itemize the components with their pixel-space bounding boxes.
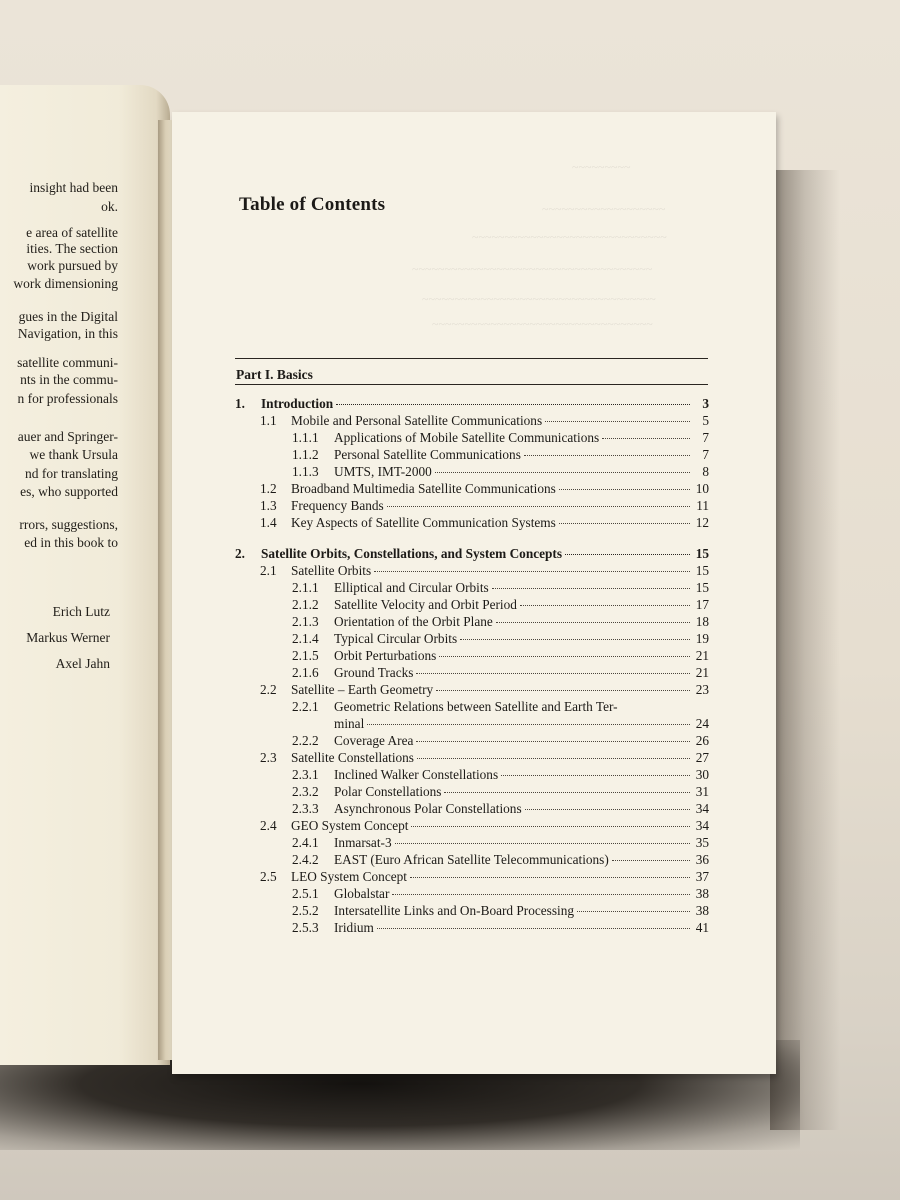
toc-entry-number: 2.1.2 bbox=[292, 597, 319, 612]
toc-entry bbox=[235, 563, 709, 579]
dot-leader bbox=[444, 792, 690, 793]
toc-entry-title: Globalstar bbox=[334, 886, 390, 901]
toc-page-number: 12 bbox=[695, 515, 709, 530]
toc-entry-title: LEO System Concept bbox=[291, 869, 407, 884]
toc-page-number: 31 bbox=[695, 784, 709, 799]
toc-entry-title: Mobile and Personal Satellite Communications bbox=[291, 413, 543, 428]
toc-page-number: 23 bbox=[695, 682, 709, 697]
toc-entry bbox=[235, 614, 709, 630]
toc-entry-number: 2.2.1 bbox=[292, 699, 319, 714]
toc-page-number: 15 bbox=[695, 563, 709, 578]
dot-leader bbox=[525, 809, 690, 810]
toc-entry-number: 1.2 bbox=[260, 481, 277, 496]
author-name: Markus Werner bbox=[26, 630, 110, 645]
dot-leader bbox=[377, 928, 690, 929]
toc-entry bbox=[235, 767, 709, 783]
dot-leader bbox=[416, 673, 690, 674]
toc-entry-title: Frequency Bands bbox=[291, 498, 384, 513]
show-through: ~~~~~~~~~ bbox=[572, 160, 631, 174]
toc-entry-title: Ground Tracks bbox=[334, 665, 414, 680]
dot-leader bbox=[520, 605, 690, 606]
toc-entry-title: Inclined Walker Constellations bbox=[334, 767, 499, 782]
dot-leader bbox=[439, 656, 690, 657]
toc-entry-number: 2.5.2 bbox=[292, 903, 319, 918]
toc-entry-number: 2.1 bbox=[260, 563, 277, 578]
left-page-line: insight had been bbox=[29, 180, 118, 195]
toc-entry-number: 1.4 bbox=[260, 515, 277, 530]
dot-leader bbox=[416, 741, 690, 742]
toc-chapter-entry bbox=[235, 396, 709, 412]
toc-page-number: 37 bbox=[695, 869, 709, 884]
toc-entry-number: 2.5 bbox=[260, 869, 277, 884]
dot-leader bbox=[336, 404, 690, 405]
toc-page-number: 21 bbox=[695, 648, 709, 663]
toc-page-number: 30 bbox=[695, 767, 709, 782]
toc-entry-title: Iridium bbox=[334, 920, 374, 935]
toc-page-number: 17 bbox=[695, 597, 709, 612]
toc-entry bbox=[235, 597, 709, 613]
show-through: ~~~~~~~~~~~~~~~~~~~~~~~~~~~~~~~~~~ bbox=[432, 317, 653, 331]
left-page-line: satellite communi- bbox=[17, 355, 118, 370]
left-page-line: we thank Ursula bbox=[29, 447, 118, 462]
dot-leader bbox=[545, 421, 690, 422]
left-page-line: ok. bbox=[101, 199, 118, 214]
author-name: Axel Jahn bbox=[55, 656, 110, 671]
show-through: ~~~~~~~~~~~~~~~~~~~ bbox=[542, 202, 666, 216]
toc-entry-title: Satellite Constellations bbox=[291, 750, 414, 765]
left-page-line: ities. The section bbox=[26, 241, 118, 256]
dot-leader bbox=[411, 826, 690, 827]
toc-entry-title: Introduction bbox=[261, 396, 334, 411]
toc-entry-title: EAST (Euro African Satellite Telecommunications) bbox=[334, 852, 609, 867]
left-page-line: Navigation, in this bbox=[17, 326, 118, 341]
toc-page-number: 36 bbox=[695, 852, 709, 867]
dot-leader bbox=[374, 571, 690, 572]
toc-entry bbox=[235, 631, 709, 647]
toc-page-number: 26 bbox=[695, 733, 709, 748]
toc-entry-title: Elliptical and Circular Orbits bbox=[334, 580, 489, 595]
dot-leader bbox=[460, 639, 690, 640]
left-page-line: auer and Springer- bbox=[17, 429, 118, 444]
toc-entry-title: Orientation of the Orbit Plane bbox=[334, 614, 493, 629]
toc-entry bbox=[235, 818, 709, 834]
toc-page-number: 34 bbox=[695, 801, 709, 816]
toc-entry bbox=[235, 682, 709, 698]
toc-entry-title: Typical Circular Orbits bbox=[334, 631, 458, 646]
show-through: ~~~~~~~~~~~~~~~~~~~~~~~~~~~~~~ bbox=[472, 230, 667, 244]
toc-page-number: 3 bbox=[702, 396, 709, 411]
toc-entry-number: 2.1.1 bbox=[292, 580, 319, 595]
toc-entry-title: GEO System Concept bbox=[291, 818, 409, 833]
toc-entry-number: 2.3 bbox=[260, 750, 277, 765]
toc-entry-title: Intersatellite Links and On-Board Processing bbox=[334, 903, 575, 918]
dot-leader bbox=[496, 622, 690, 623]
dot-leader bbox=[435, 472, 690, 473]
toc-entry bbox=[235, 852, 709, 868]
dot-leader bbox=[492, 588, 690, 589]
toc-entry-title: Satellite Velocity and Orbit Period bbox=[334, 597, 517, 612]
dot-leader bbox=[612, 860, 690, 861]
left-page-line: gues in the Digital bbox=[18, 309, 118, 324]
toc-chapter-entry bbox=[235, 546, 709, 562]
toc-page-number: 15 bbox=[695, 580, 709, 595]
toc-entry-title: Satellite Orbits bbox=[291, 563, 372, 578]
toc-entry-number: 2.5.3 bbox=[292, 920, 319, 935]
toc-page-number: 24 bbox=[695, 716, 709, 731]
toc-entry-title: Asynchronous Polar Constellations bbox=[334, 801, 522, 816]
toc-entry-number: 2.2 bbox=[260, 682, 277, 697]
toc-entry-title: Orbit Perturbations bbox=[334, 648, 437, 663]
dot-leader bbox=[367, 724, 690, 725]
toc-entry bbox=[235, 835, 709, 851]
dot-leader bbox=[417, 758, 690, 759]
dot-leader bbox=[392, 894, 690, 895]
dot-leader bbox=[559, 523, 690, 524]
toc-entry-title: Coverage Area bbox=[334, 733, 414, 748]
toc-entry bbox=[235, 413, 709, 429]
dot-leader bbox=[524, 455, 690, 456]
dot-leader bbox=[559, 489, 690, 490]
page-title: Table of Contents bbox=[239, 194, 386, 215]
toc-entry-number: 2.5.1 bbox=[292, 886, 319, 901]
left-page-line: nd for translating bbox=[25, 466, 118, 481]
toc-entry bbox=[235, 648, 709, 664]
part-heading: Part I. Basics bbox=[236, 367, 313, 382]
toc-entry-number: 2.3.3 bbox=[292, 801, 319, 816]
toc-page-number: 8 bbox=[702, 464, 709, 479]
toc-entry bbox=[235, 886, 709, 902]
dot-leader bbox=[395, 843, 690, 844]
toc-page-number: 15 bbox=[695, 546, 709, 561]
toc-entry bbox=[235, 580, 709, 596]
left-page-line: ed in this book to bbox=[24, 535, 118, 550]
toc-entry-number: 1.1.3 bbox=[292, 464, 319, 479]
dot-leader bbox=[565, 554, 690, 555]
toc-entry bbox=[235, 920, 709, 936]
part-rule-bottom bbox=[235, 384, 708, 385]
toc-entry bbox=[235, 430, 709, 446]
toc-entry bbox=[235, 515, 709, 531]
toc-entry-title: Broadband Multimedia Satellite Communications bbox=[291, 481, 556, 496]
toc-page-number: 41 bbox=[695, 920, 709, 935]
toc-page-number: 38 bbox=[695, 886, 709, 901]
toc-page-number: 35 bbox=[695, 835, 709, 850]
toc-entry bbox=[235, 784, 709, 800]
left-page-line: n for professionals bbox=[17, 391, 118, 406]
toc-entry bbox=[235, 447, 709, 463]
toc-page-number: 27 bbox=[695, 750, 709, 765]
toc-entry bbox=[235, 733, 709, 749]
author-name: Erich Lutz bbox=[52, 604, 110, 619]
left-page-line: work dimensioning bbox=[13, 276, 118, 291]
left-page bbox=[0, 85, 170, 1065]
page-edge-shadow bbox=[770, 170, 840, 1130]
toc-page bbox=[172, 112, 776, 1074]
toc-page-number: 10 bbox=[695, 481, 709, 496]
show-through: ~~~~~~~~~~~~~~~~~~~~~~~~~~~~~~~~~~~~ bbox=[422, 292, 656, 306]
toc-entry-title: Polar Constellations bbox=[334, 784, 442, 799]
toc-entry bbox=[235, 869, 709, 885]
toc-entry-title: Geometric Relations between Satellite and Earth Ter- bbox=[334, 699, 618, 714]
toc-page-number: 18 bbox=[695, 614, 709, 629]
toc-entry bbox=[235, 699, 709, 715]
left-page-line: e area of satellite bbox=[26, 225, 118, 240]
toc-entry bbox=[235, 903, 709, 919]
toc-entry bbox=[235, 801, 709, 817]
toc-entry-number: 2.4.2 bbox=[292, 852, 319, 867]
toc-entry-number: 1.1.1 bbox=[292, 430, 319, 445]
left-page-line: work pursued by bbox=[27, 258, 118, 273]
toc-entry bbox=[235, 750, 709, 766]
toc-entry-title: Personal Satellite Communications bbox=[334, 447, 521, 462]
toc-entry-title: Satellite – Earth Geometry bbox=[291, 682, 434, 697]
toc-entry-number: 1.3 bbox=[260, 498, 277, 513]
toc-entry-number: 1. bbox=[235, 396, 245, 411]
toc-entry bbox=[235, 481, 709, 497]
toc-entry bbox=[235, 498, 709, 514]
toc-entry-number: 2.2.2 bbox=[292, 733, 319, 748]
show-through: ~~~~~~~~~~~~~~~~~~~~~~~~~~~~~~~~~~~~~ bbox=[412, 262, 653, 276]
dot-leader bbox=[387, 506, 690, 507]
toc-entry bbox=[235, 464, 709, 480]
toc-entry-title: Satellite Orbits, Constellations, and System Concepts bbox=[261, 546, 563, 561]
toc-entry-number: 1.1.2 bbox=[292, 447, 319, 462]
toc-entry-number: 2.3.1 bbox=[292, 767, 319, 782]
toc-page-number: 34 bbox=[695, 818, 709, 833]
toc-page-number: 5 bbox=[702, 413, 709, 428]
toc-entry-number: 1.1 bbox=[260, 413, 277, 428]
part-rule-top bbox=[235, 358, 708, 359]
toc-entry bbox=[235, 665, 709, 681]
dot-leader bbox=[410, 877, 690, 878]
toc-page-number: 19 bbox=[695, 631, 709, 646]
toc-entry-number: 2.4.1 bbox=[292, 835, 319, 850]
toc-entry-number: 2.4 bbox=[260, 818, 277, 833]
dot-leader bbox=[436, 690, 690, 691]
dot-leader bbox=[577, 911, 690, 912]
dot-leader bbox=[501, 775, 690, 776]
toc-page-number: 11 bbox=[696, 498, 709, 513]
toc-entry-number: 2.1.5 bbox=[292, 648, 319, 663]
toc-page-number: 7 bbox=[702, 430, 709, 445]
toc-entry-title: Inmarsat-3 bbox=[334, 835, 392, 850]
toc-entry-title: Key Aspects of Satellite Communication Systems bbox=[291, 515, 556, 530]
left-page-line: rrors, suggestions, bbox=[19, 517, 118, 532]
dot-leader bbox=[602, 438, 690, 439]
toc-page-number: 38 bbox=[695, 903, 709, 918]
toc-entry-title: minal bbox=[334, 716, 365, 731]
left-page-line: es, who supported bbox=[20, 484, 118, 499]
toc-page-number: 7 bbox=[702, 447, 709, 462]
toc-entry-number: 2. bbox=[235, 546, 245, 561]
left-page-line: nts in the commu- bbox=[20, 372, 118, 387]
toc-entry bbox=[235, 716, 709, 732]
toc-entry-number: 2.1.3 bbox=[292, 614, 319, 629]
toc-entry-number: 2.1.6 bbox=[292, 665, 319, 680]
toc-entry-number: 2.1.4 bbox=[292, 631, 319, 646]
toc-entry-number: 2.3.2 bbox=[292, 784, 319, 799]
toc-entry-title: Applications of Mobile Satellite Communications bbox=[334, 430, 600, 445]
toc-entry-title: UMTS, IMT-2000 bbox=[334, 464, 432, 479]
toc-page-number: 21 bbox=[695, 665, 709, 680]
